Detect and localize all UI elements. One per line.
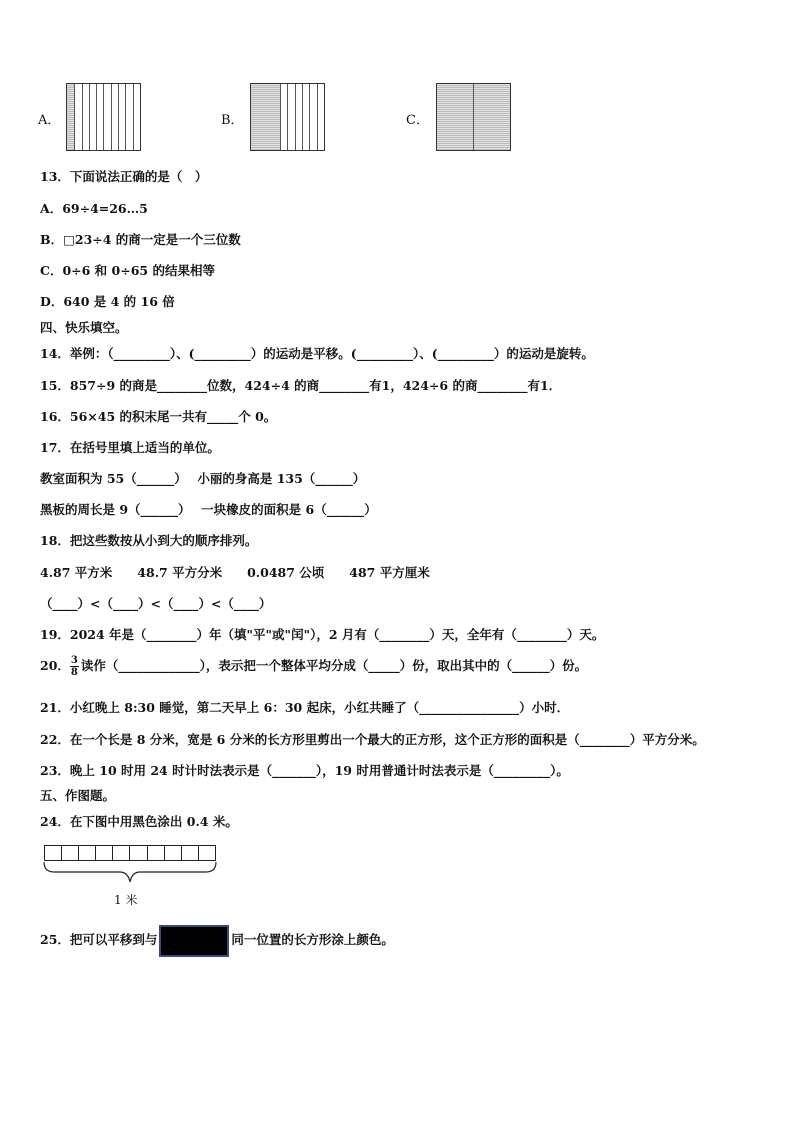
question-20-text: 读作（_____________），表示把一个整体平均分成（_____）份，取出其中的（______）份。 — [80, 658, 588, 673]
question-17: 17．在括号里填上适当的单位。 — [40, 440, 220, 455]
reference-black-rectangle — [159, 925, 229, 957]
question-23: 23．晚上 10 时用 24 时计时法表示是（_______），19 时用普通计时法表示是（_________）。 — [40, 763, 569, 778]
question-14: 14．举例：（_________）、(_________）的运动是平移。(_________）、(_________）的运动是旋转。 — [40, 346, 594, 361]
question-13-option-a: A．69÷4=26…5 — [40, 201, 148, 216]
figure-column — [503, 84, 511, 150]
fraction-numerator: 3 — [70, 655, 78, 666]
one-meter-strip[interactable] — [44, 845, 216, 861]
figure-c-label: C． — [406, 113, 429, 128]
fraction-three-eighths — [70, 655, 79, 678]
question-20-number: 20． — [40, 658, 70, 673]
strip-segment[interactable] — [148, 846, 165, 860]
question-15: 15．857÷9 的商是________位数，424÷4 的商________有1，424÷6 的商________有1． — [40, 378, 562, 393]
strip-segment[interactable] — [165, 846, 182, 860]
question-18: 18．把这些数按从小到大的顺序排列。 — [40, 533, 258, 548]
figure-a-label: A． — [38, 113, 61, 128]
question-25 — [40, 924, 394, 957]
question-17-row-2: 黑板的周长是 9（______） 一块橡皮的面积是 6（______） — [40, 502, 377, 517]
strip-segment[interactable] — [113, 846, 130, 860]
figure-c-grid — [436, 83, 511, 151]
question-18-blanks: （____）<（____）<（____）<（____） — [40, 596, 272, 611]
section-5-heading: 五、作图题。 — [40, 788, 116, 803]
question-22: 22．在一个长是 8 分米，宽是 6 分米的长方形里剪出一个最大的正方形，这个正方形的面积是（________）平方分米。 — [40, 732, 705, 747]
question-13: 13．下面说法正确的是（ ） — [40, 169, 208, 184]
strip-segment[interactable] — [45, 846, 62, 860]
question-13-option-c: C．0÷6 和 0÷65 的结果相等 — [40, 263, 215, 278]
question-25-text-end: 同一位置的长方形涂上颜色。 — [231, 932, 394, 947]
strip-segment[interactable] — [79, 846, 96, 860]
question-17-row-1: 教室面积为 55（______） 小丽的身高是 135（______） — [40, 471, 366, 486]
strip-segment[interactable] — [199, 846, 215, 860]
figure-a-grid — [66, 83, 141, 151]
question-24: 24．在下图中用黑色涂出 0.4 米。 — [40, 814, 238, 829]
question-16: 16．56×45 的积末尾一共有_____个 0。 — [40, 409, 277, 424]
question-25-text-start: 25．把可以平移到与 — [40, 932, 158, 947]
figure-b-label: B． — [221, 113, 244, 128]
figure-column — [317, 84, 325, 150]
strip-segment[interactable] — [130, 846, 147, 860]
question-13-option-b: B．□23÷4 的商一定是一个三位数 — [40, 232, 241, 247]
strip-segment[interactable] — [182, 846, 199, 860]
fraction-denominator: 8 — [70, 667, 78, 678]
question-19: 19．2024 年是（________）年（填"平"或"闰"），2 月有（________）天，全年有（________）天。 — [40, 627, 605, 642]
strip-segment[interactable] — [62, 846, 79, 860]
strip-length-label: 1 米 — [114, 893, 138, 907]
curly-brace — [42, 860, 218, 884]
section-4-heading: 四、快乐填空。 — [40, 320, 128, 335]
question-13-option-d: D．640 是 4 的 16 倍 — [40, 294, 175, 309]
question-18-values: 4.87 平方米 48.7 平方分米 0.0487 公顷 487 平方厘米 — [40, 565, 430, 580]
strip-segment[interactable] — [96, 846, 113, 860]
figure-b-grid — [250, 83, 325, 151]
question-21: 21．小红晚上 8:30 睡觉，第二天早上 6：30 起床，小红共睡了（________________）小时． — [40, 700, 570, 715]
figure-column — [133, 84, 141, 150]
question-20 — [40, 655, 587, 678]
